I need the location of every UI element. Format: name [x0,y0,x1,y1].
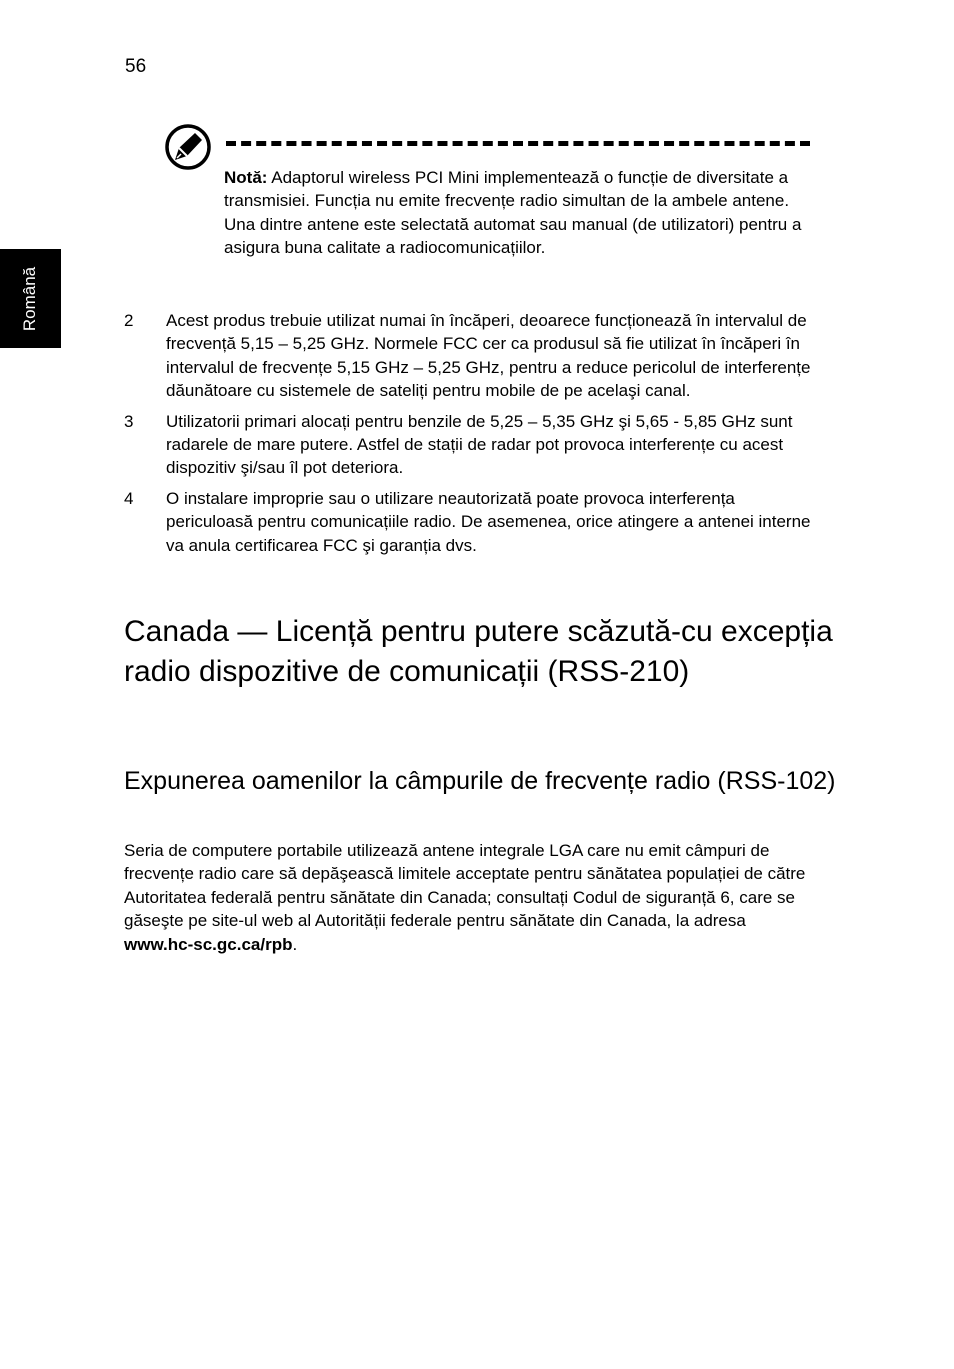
list-item-number: 3 [124,411,134,431]
note-body: Adaptorul wireless PCI Mini implementează o funcție de diversitate a transmisiei. Funcția nu emite frecvențe radio simultan de la ambele antene. Una dintre antene este selectată automat sau manual (de utilizatori) pentru a asigura buna calitate a radiocomunicațiilor. [224,168,802,258]
language-tab [0,249,61,348]
list-item-text: Acest produs trebuie utilizat numai în încăperi, deoarece funcționează în intervalul de frecvență 5,15 – 5,25 GHz. Normele FCC cer ca produsul să fie utilizat în încăperi în intervalul de frecvențe 5,15 GHz – 5,25 GHz, pentru a reduce pericolul de interferențe dăunătoare cu sistemele de sateliți pentru mobile de pe acelaşi canal. [166,311,811,401]
note-divider [226,141,810,146]
page-number: 56 [125,56,147,77]
note-text [224,166,810,260]
list-item [124,487,814,557]
note-pen-icon [165,124,211,170]
body-end: . [292,934,298,954]
numbered-list [124,309,814,564]
language-tab-label: Română [20,266,39,332]
list-item [124,309,814,403]
list-item-number: 4 [124,488,134,508]
list-item-text: O instalare improprie sau o utilizare neautorizată poate provoca interferența periculoasă pentru comunicațiile radio. De asemenea, orice atingere a antenei interne va anula certificarea FCC şi garanția dvs. [166,488,811,555]
body-paragraph [124,839,814,956]
list-item-number: 2 [124,311,134,330]
body-text: Seria de computere portabile utilizează antene integrale LGA care nu emit câmpuri de frecvențe radio care să depăşească limitele acceptate pentru sănătatea populației de către Autoritatea federală pentru sănătate din Canada; consultați Codul de siguranță 6, care se găseşte pe site-ul web al Autorității federale pentru sănătate din Canada, la adresa [124,841,806,931]
list-item [124,410,814,480]
web-address: www.hc-sc.gc.ca/rpb [124,934,293,954]
section-heading: Canada — Licență pentru putere scăzută-cu excepția radio dispozitive de comunicații (RSS-210) [124,615,833,688]
subsection-heading: Expunerea oamenilor la câmpurile de frecvențe radio (RSS-102) [124,767,836,795]
note-label: Notă: [224,168,268,187]
list-item-text: Utilizatorii primari alocați pentru benzile de 5,25 – 5,35 GHz şi 5,65 - 5,85 GHz sunt radarele de mare putere. Astfel de stații de radar pot provoca interferențe cu acest dispozitiv şi/sau îl pot deteriora. [166,411,793,478]
